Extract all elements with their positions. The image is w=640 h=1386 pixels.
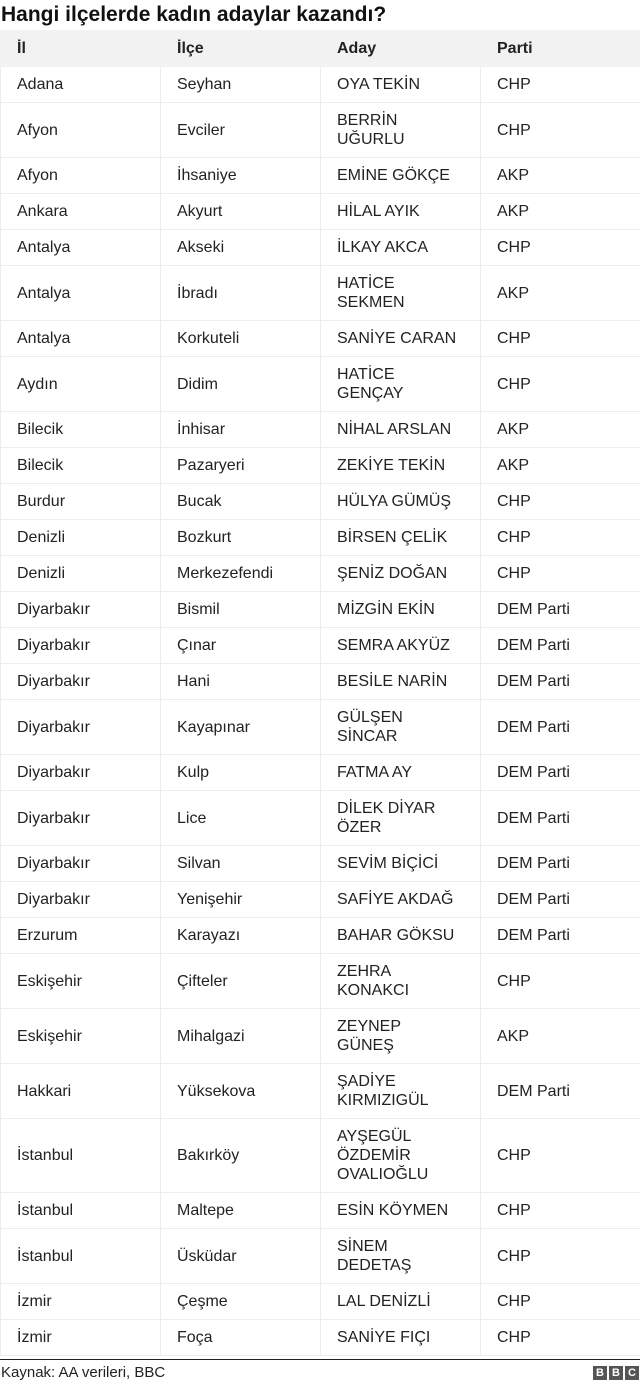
cell-ilce: Hani	[161, 664, 321, 700]
cell-ilce: İbradı	[161, 266, 321, 321]
table-row	[1, 321, 640, 357]
cell-ilce: Maltepe	[161, 1193, 321, 1229]
cell-aday: ZEKİYE TEKİN	[321, 448, 481, 484]
cell-parti: AKP	[481, 266, 640, 321]
cell-il: Eskişehir	[1, 1009, 161, 1064]
cell-ilce: Evciler	[161, 103, 321, 158]
cell-ilce: Foça	[161, 1320, 321, 1356]
cell-ilce: Mihalgazi	[161, 1009, 321, 1064]
cell-ilce: Didim	[161, 357, 321, 412]
cell-il: Eskişehir	[1, 954, 161, 1009]
table-row	[1, 1193, 640, 1229]
cell-il: Diyarbakır	[1, 882, 161, 918]
table-row	[1, 448, 640, 484]
cell-ilce: İhsaniye	[161, 158, 321, 194]
header-il: İl	[1, 31, 161, 67]
table-row	[1, 1119, 640, 1193]
cell-parti: DEM Parti	[481, 664, 640, 700]
cell-ilce: Akyurt	[161, 194, 321, 230]
cell-parti: DEM Parti	[481, 791, 640, 846]
table-row	[1, 158, 640, 194]
cell-il: İzmir	[1, 1284, 161, 1320]
bbc-logo-letter: C	[625, 1366, 639, 1380]
table-row	[1, 412, 640, 448]
cell-il: Denizli	[1, 520, 161, 556]
cell-aday: FATMA AY	[321, 755, 481, 791]
bbc-logo-letter: B	[609, 1366, 623, 1380]
cell-ilce: Bozkurt	[161, 520, 321, 556]
bbc-logo-letter: B	[593, 1366, 607, 1380]
cell-il: Antalya	[1, 230, 161, 266]
cell-ilce: Korkuteli	[161, 321, 321, 357]
cell-aday: İLKAY AKCA	[321, 230, 481, 266]
cell-parti: DEM Parti	[481, 592, 640, 628]
table-row	[1, 103, 640, 158]
cell-parti: CHP	[481, 1229, 640, 1284]
cell-parti: DEM Parti	[481, 628, 640, 664]
cell-aday: ŞADİYE KIRMIZIGÜL	[321, 1064, 481, 1119]
cell-ilce: Çifteler	[161, 954, 321, 1009]
cell-il: Diyarbakır	[1, 846, 161, 882]
cell-il: Erzurum	[1, 918, 161, 954]
cell-ilce: Yüksekova	[161, 1064, 321, 1119]
cell-ilce: Lice	[161, 791, 321, 846]
cell-parti: DEM Parti	[481, 882, 640, 918]
cell-ilce: Seyhan	[161, 67, 321, 103]
cell-aday: HATİCE SEKMEN	[321, 266, 481, 321]
cell-parti: DEM Parti	[481, 918, 640, 954]
cell-il: İstanbul	[1, 1193, 161, 1229]
results-table	[0, 30, 640, 1356]
cell-parti: AKP	[481, 158, 640, 194]
cell-ilce: Bakırköy	[161, 1119, 321, 1193]
table-row	[1, 755, 640, 791]
cell-ilce: Pazaryeri	[161, 448, 321, 484]
table-row	[1, 1009, 640, 1064]
cell-aday: HÜLYA GÜMÜŞ	[321, 484, 481, 520]
cell-il: Diyarbakır	[1, 592, 161, 628]
cell-il: Ankara	[1, 194, 161, 230]
cell-parti: CHP	[481, 67, 640, 103]
cell-parti: CHP	[481, 103, 640, 158]
table-row	[1, 954, 640, 1009]
cell-parti: AKP	[481, 448, 640, 484]
table-row	[1, 357, 640, 412]
cell-aday: SANİYE CARAN	[321, 321, 481, 357]
table-row	[1, 628, 640, 664]
table-row	[1, 1064, 640, 1119]
cell-aday: EMİNE GÖKÇE	[321, 158, 481, 194]
table-row	[1, 846, 640, 882]
cell-aday: OYA TEKİN	[321, 67, 481, 103]
cell-il: Burdur	[1, 484, 161, 520]
table-row	[1, 592, 640, 628]
cell-aday: BERRİN UĞURLU	[321, 103, 481, 158]
cell-il: Adana	[1, 67, 161, 103]
table-row	[1, 520, 640, 556]
table-row	[1, 882, 640, 918]
table-row	[1, 664, 640, 700]
header-ilce: İlçe	[161, 31, 321, 67]
header-aday: Aday	[321, 31, 481, 67]
cell-il: İstanbul	[1, 1229, 161, 1284]
cell-parti: CHP	[481, 520, 640, 556]
cell-aday: LAL DENİZLİ	[321, 1284, 481, 1320]
cell-parti: CHP	[481, 230, 640, 266]
cell-parti: CHP	[481, 954, 640, 1009]
cell-aday: SANİYE FIÇI	[321, 1320, 481, 1356]
cell-ilce: Kulp	[161, 755, 321, 791]
cell-parti: CHP	[481, 556, 640, 592]
cell-ilce: Merkezefendi	[161, 556, 321, 592]
cell-parti: DEM Parti	[481, 700, 640, 755]
table-row	[1, 230, 640, 266]
cell-ilce: İnhisar	[161, 412, 321, 448]
cell-il: Antalya	[1, 321, 161, 357]
cell-aday: HATİCE GENÇAY	[321, 357, 481, 412]
cell-aday: ZEHRA KONAKCI	[321, 954, 481, 1009]
bbc-logo	[593, 1366, 639, 1380]
cell-il: Antalya	[1, 266, 161, 321]
cell-parti: CHP	[481, 1193, 640, 1229]
cell-aday: SAFİYE AKDAĞ	[321, 882, 481, 918]
cell-aday: SEMRA AKYÜZ	[321, 628, 481, 664]
table-row	[1, 67, 640, 103]
page-title: Hangi ilçelerde kadın adaylar kazandı?	[1, 3, 387, 26]
table-row	[1, 700, 640, 755]
header-parti: Parti	[481, 31, 640, 67]
cell-il: Bilecik	[1, 412, 161, 448]
table-row	[1, 194, 640, 230]
cell-il: Bilecik	[1, 448, 161, 484]
cell-aday: DİLEK DİYAR ÖZER	[321, 791, 481, 846]
cell-ilce: Yenişehir	[161, 882, 321, 918]
cell-aday: ESİN KÖYMEN	[321, 1193, 481, 1229]
cell-ilce: Çeşme	[161, 1284, 321, 1320]
table-row	[1, 1320, 640, 1356]
cell-parti: CHP	[481, 1119, 640, 1193]
cell-aday: BESİLE NARİN	[321, 664, 481, 700]
cell-il: Diyarbakır	[1, 791, 161, 846]
cell-il: İzmir	[1, 1320, 161, 1356]
table-row	[1, 266, 640, 321]
cell-il: Diyarbakır	[1, 755, 161, 791]
table-row	[1, 1229, 640, 1284]
cell-il: Denizli	[1, 556, 161, 592]
cell-aday: BİRSEN ÇELİK	[321, 520, 481, 556]
table-row	[1, 484, 640, 520]
cell-ilce: Çınar	[161, 628, 321, 664]
cell-aday: GÜLŞEN SİNCAR	[321, 700, 481, 755]
cell-parti: CHP	[481, 1284, 640, 1320]
cell-ilce: Karayazı	[161, 918, 321, 954]
cell-aday: MİZGİN EKİN	[321, 592, 481, 628]
cell-parti: CHP	[481, 484, 640, 520]
cell-il: Diyarbakır	[1, 628, 161, 664]
cell-parti: CHP	[481, 357, 640, 412]
cell-ilce: Silvan	[161, 846, 321, 882]
cell-parti: AKP	[481, 412, 640, 448]
cell-parti: DEM Parti	[481, 755, 640, 791]
cell-il: İstanbul	[1, 1119, 161, 1193]
cell-il: Afyon	[1, 158, 161, 194]
table-row	[1, 791, 640, 846]
cell-aday: NİHAL ARSLAN	[321, 412, 481, 448]
cell-il: Diyarbakır	[1, 664, 161, 700]
cell-ilce: Bucak	[161, 484, 321, 520]
cell-il: Aydın	[1, 357, 161, 412]
cell-il: Hakkari	[1, 1064, 161, 1119]
cell-parti: DEM Parti	[481, 1064, 640, 1119]
cell-parti: CHP	[481, 1320, 640, 1356]
cell-aday: BAHAR GÖKSU	[321, 918, 481, 954]
table-row	[1, 1284, 640, 1320]
footer	[0, 1359, 640, 1385]
cell-aday: ZEYNEP GÜNEŞ	[321, 1009, 481, 1064]
cell-ilce: Kayapınar	[161, 700, 321, 755]
cell-ilce: Akseki	[161, 230, 321, 266]
table-row	[1, 556, 640, 592]
source-note: Kaynak: AA verileri, BBC	[1, 1364, 166, 1381]
cell-il: Afyon	[1, 103, 161, 158]
cell-aday: AYŞEGÜL ÖZDEMİR OVALIOĞLU	[321, 1119, 481, 1193]
cell-aday: SEVİM BİÇİCİ	[321, 846, 481, 882]
cell-parti: CHP	[481, 321, 640, 357]
cell-il: Diyarbakır	[1, 700, 161, 755]
cell-ilce: Bismil	[161, 592, 321, 628]
cell-aday: ŞENİZ DOĞAN	[321, 556, 481, 592]
cell-aday: HİLAL AYIK	[321, 194, 481, 230]
cell-aday: SİNEM DEDETAŞ	[321, 1229, 481, 1284]
table-row	[1, 918, 640, 954]
cell-parti: DEM Parti	[481, 846, 640, 882]
cell-ilce: Üsküdar	[161, 1229, 321, 1284]
table-header-row	[1, 31, 640, 67]
cell-parti: AKP	[481, 1009, 640, 1064]
cell-parti: AKP	[481, 194, 640, 230]
